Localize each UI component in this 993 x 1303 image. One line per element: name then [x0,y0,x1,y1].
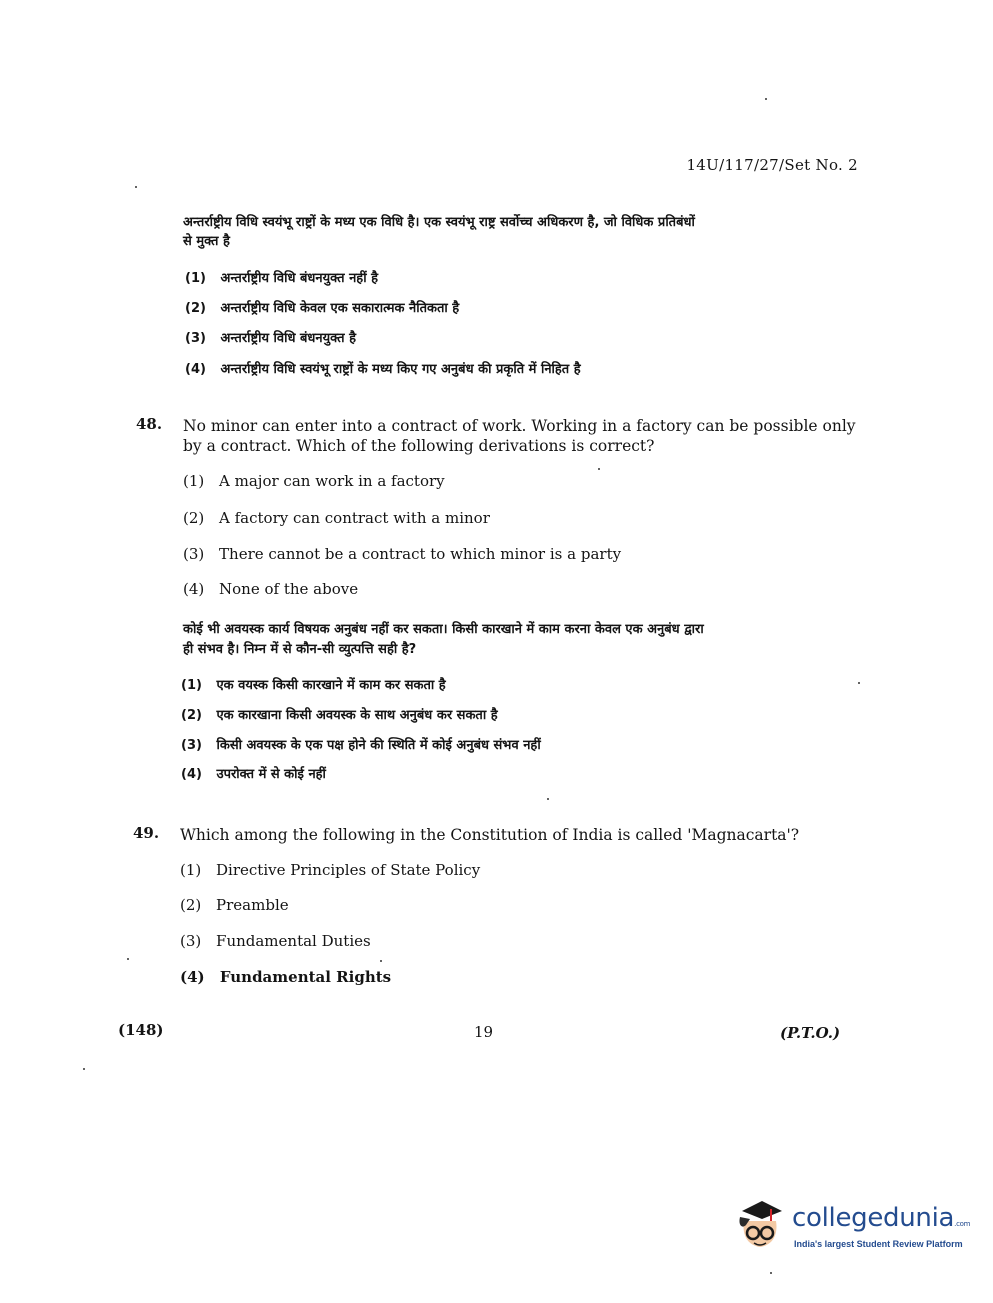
option-number: (2) [185,301,206,316]
brand-suffix: .com [954,1220,971,1228]
option-text: अन्तर्राष्ट्रीय विधि स्वयंभू राष्ट्रों के मध्य किए गए अनुबंध की प्रकृति में निहित है [220,362,581,377]
q47-hindi-option-2 [185,298,459,316]
q47-hindi-option-3 [185,328,356,346]
option-text: None of the above [219,580,359,598]
q49-number: 49. [133,824,160,842]
option-number: (3) [183,545,205,563]
q48-option-2 [183,509,490,527]
scan-speck [83,1068,85,1070]
q48-hindi-stem-line1: कोई भी अवयस्क कार्य विषयक अनुबंध नहीं कर सकता। किसी कारखाने में काम करना केवल एक अनुबंध द्वारा [183,622,704,637]
q48-option-3 [183,545,621,563]
scan-speck [858,682,860,684]
graduate-mascot-icon [732,1195,788,1259]
option-number: (2) [183,509,205,527]
option-text: A factory can contract with a minor [219,509,490,527]
brand-tagline: India's largest Student Review Platform [794,1239,963,1249]
q48-hindi-stem-line2: ही संभव है। निम्न में से कौन-सी व्युत्पत्ति सही है? [183,642,417,657]
option-text: अन्तर्राष्ट्रीय विधि केवल एक सकारात्मक नैतिकता है [220,301,460,316]
option-text: Directive Principles of State Policy [216,861,481,879]
option-number: (1) [185,271,206,286]
option-text: एक कारखाना किसी अवयस्क के साथ अनुबंध कर सकता है [216,708,498,723]
q49-option-2 [180,896,289,914]
q47-hindi-option-4 [185,359,581,377]
option-number: (2) [180,896,202,914]
option-number: (4) [180,968,205,986]
option-text: There cannot be a contract to which minor is a party [219,545,622,563]
brand-word: collegedunia [792,1203,955,1233]
scan-speck [765,98,767,100]
option-number: (1) [183,472,205,490]
q49-option-3 [180,932,371,950]
q48-option-1 [183,472,445,490]
option-text: उपरोक्त में से कोई नहीं [216,767,326,782]
option-text: Fundamental Rights [219,968,392,986]
option-number: (2) [181,708,202,723]
q48-hindi-option-3 [181,735,541,753]
brand-name [792,1203,970,1233]
q48-option-4 [183,580,358,598]
option-number: (1) [180,861,202,879]
scan-speck [547,798,549,800]
q48-hindi-option-4 [181,764,326,782]
scan-speck [770,1272,772,1274]
scan-speck [598,468,600,470]
q48-hindi-option-1 [181,675,446,693]
q48-number: 48. [136,415,163,433]
page-number: 19 [474,1023,494,1041]
pto-label: (P.T.O.) [780,1024,841,1042]
scan-speck [135,186,137,188]
option-number: (4) [185,362,206,377]
option-number: (3) [180,932,202,950]
option-number: (3) [185,331,206,346]
option-text: A major can work in a factory [219,472,445,490]
footer-code: (148) [118,1021,164,1039]
option-text: Fundamental Duties [216,932,371,950]
option-text: एक वयस्क किसी कारखाने में काम कर सकता है [216,678,446,693]
option-number: (1) [181,678,202,693]
scan-speck [380,960,382,962]
q47-hindi-stem-line1: अन्तर्राष्ट्रीय विधि स्वयंभू राष्ट्रों के मध्य एक विधि है। एक स्वयंभू राष्ट्र सर्वोच्च अधिकरण है, जो विधिक प्रतिबंधों [183,215,695,230]
q49-option-1 [180,861,480,879]
q48-hindi-option-2 [181,705,498,723]
option-number: (4) [181,767,202,782]
option-number: (3) [181,738,202,753]
option-text: अन्तर्राष्ट्रीय विधि बंधनयुक्त है [220,331,356,346]
scan-speck [127,958,129,960]
option-text: Preamble [216,896,289,914]
option-text: अन्तर्राष्ट्रीय विधि बंधनयुक्त नहीं है [220,271,378,286]
q48-stem-line2: by a contract. Which of the following derivations is correct? [183,437,655,455]
q47-hindi-stem-line2: से मुक्त है [183,234,230,249]
q47-hindi-option-1 [185,268,378,286]
collegedunia-watermark [732,1195,971,1265]
option-number: (4) [183,580,205,598]
option-text: किसी अवयस्क के एक पक्ष होने की स्थिति में कोई अनुबंध संभव नहीं [216,738,541,753]
paper-code: 14U/117/27/Set No. 2 [686,156,858,174]
q49-option-4 [180,968,391,986]
q48-stem-line1: No minor can enter into a contract of work. Working in a factory can be possible only [183,417,856,435]
q49-stem: Which among the following in the Constitution of India is called 'Magnacarta'? [180,826,800,844]
